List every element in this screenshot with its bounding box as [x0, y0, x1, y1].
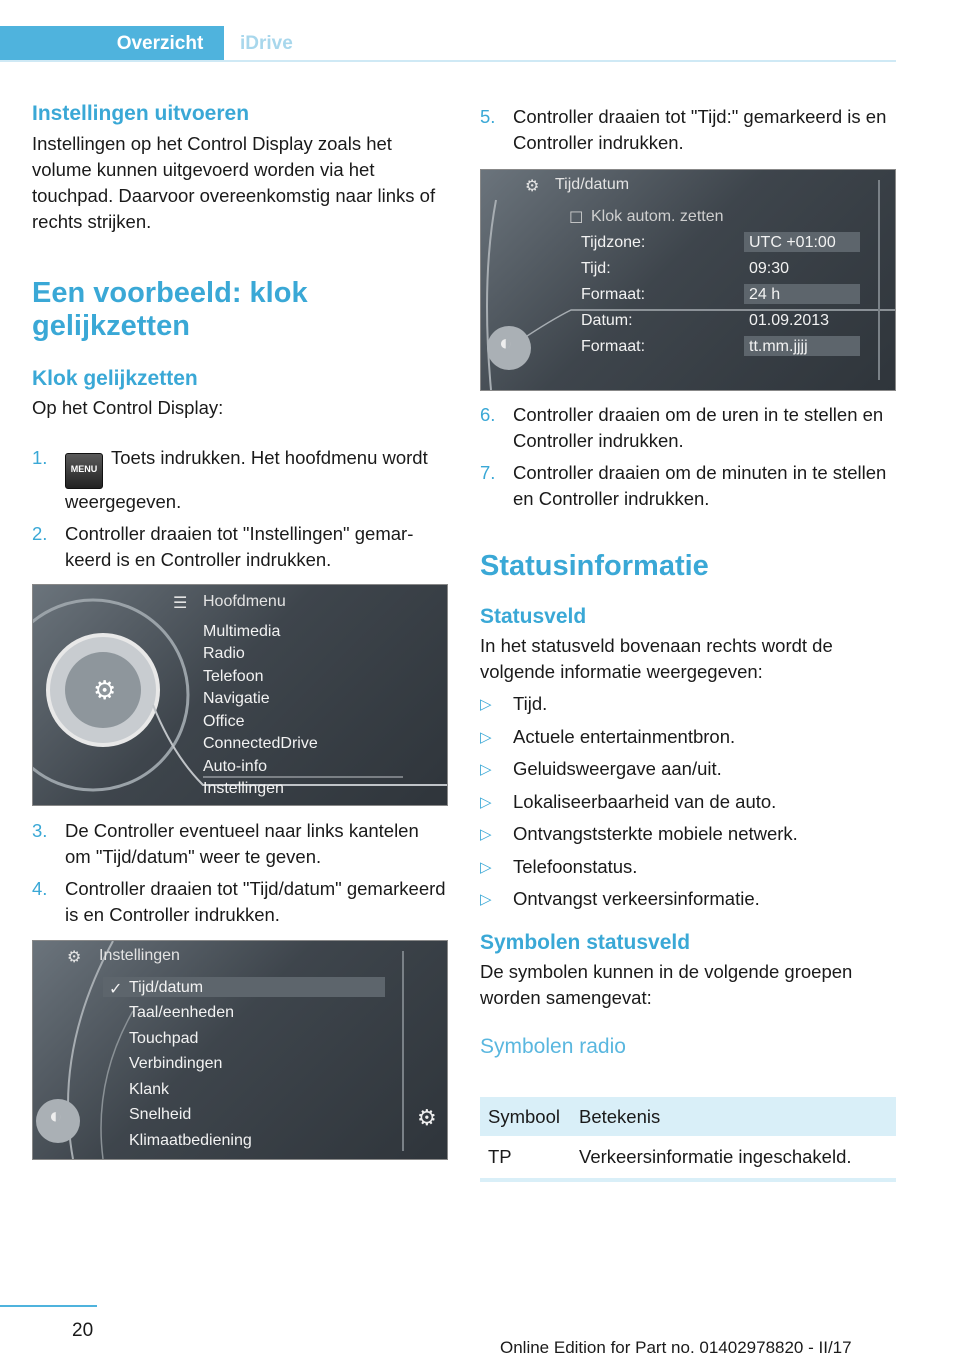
menu-item: Snelheid — [129, 1106, 192, 1123]
checkbox-label: Klok autom. zetten — [591, 208, 724, 225]
bullet-icon: ▷ — [480, 696, 492, 714]
list-item — [480, 724, 896, 757]
settings-icon: ⚙ — [525, 178, 540, 195]
field-value: 09:30 — [749, 260, 790, 277]
gear-icon: ⚙ — [67, 949, 82, 966]
menu-item-selected: Instellingen — [203, 780, 284, 797]
gear-icon: ⚙ — [93, 675, 117, 705]
bullet-list — [480, 691, 896, 919]
step-text: Controller draaien om de uren in te stellen en Controller indrukken. — [513, 404, 884, 451]
screenshot-time-date — [480, 169, 896, 391]
screen-title: Instellingen — [99, 947, 180, 964]
column-header-symbool: Symbool — [488, 1105, 560, 1127]
step-5 — [480, 104, 896, 156]
controller-graphic — [33, 941, 447, 1159]
step-2 — [32, 521, 448, 573]
field-label: Formaat: — [581, 286, 646, 303]
list-item — [480, 756, 896, 789]
step-number: 1. — [32, 447, 48, 469]
field-value: UTC +01:00 — [749, 234, 836, 251]
rotate-icon: ◐ — [499, 330, 513, 355]
step-text: Controller draaien tot "Instellingen" gemarkeerd is en Controller indrukken. — [65, 523, 414, 571]
bullet-text: Geluidsweergave aan/uit. — [513, 758, 722, 780]
bullet-text: Telefoonstatus. — [513, 855, 638, 877]
list-item — [480, 854, 896, 887]
step-number: 4. — [32, 878, 48, 899]
bullet-icon: ▷ — [480, 761, 492, 779]
step-text: Controller draaien om de minuten in te stellen en Controller indrukken. — [513, 462, 887, 509]
heading-symbolen-statusveld: Symbolen statusveld — [480, 930, 691, 954]
footer-divider — [0, 1305, 97, 1307]
table-header — [480, 1097, 896, 1136]
left-steps-lower — [32, 818, 448, 928]
menu-item: Klank — [129, 1081, 170, 1098]
field-label: Tijd: — [581, 260, 611, 277]
symbols-table — [480, 1097, 896, 1182]
step-7 — [480, 460, 896, 512]
right-content — [480, 402, 896, 1060]
step-1 — [32, 445, 448, 515]
gear-icon: ⚙ — [417, 1105, 437, 1130]
table-cell: TP — [488, 1146, 512, 1167]
field-label: Tijdzone: — [581, 234, 646, 251]
screenshot-settings — [32, 940, 448, 1160]
menu-item: Navigatie — [203, 690, 270, 707]
bullet-text: Ontvangststerkte mobiele netwerk. — [513, 823, 798, 845]
edition-note: Online Edition for Part no. 01402978820 - II/17 — [500, 1338, 852, 1357]
paragraph-settings: Instellingen op het Control Display zoals het volume kunnen uitgevoerd worden via het touchpad. Daarvoor overeenkomstig naar links of rechts strijken. — [32, 133, 436, 233]
menu-item: Auto-info — [203, 758, 268, 775]
step-number: 3. — [32, 820, 48, 841]
tab-overzicht[interactable]: Overzicht — [0, 26, 224, 62]
paragraph-display: Op het Control Display: — [32, 397, 224, 419]
controller-graphic — [481, 170, 895, 390]
heading-statusveld: Statusveld — [480, 604, 587, 628]
left-column — [32, 100, 448, 573]
step-number: 7. — [480, 462, 496, 483]
screenshot-main-menu — [32, 584, 448, 806]
bullet-text: Actuele entertainmentbron. — [513, 725, 736, 747]
list-item — [480, 691, 896, 724]
step-text: Toets indrukken. Het hoofdmenu wordt weergegeven. — [65, 447, 428, 513]
table-cell: Verkeersinformatie ingeschakeld. — [579, 1146, 852, 1167]
step-number: 6. — [480, 404, 496, 425]
list-item — [480, 789, 896, 822]
bullet-text: Lokaliseerbaarheid van de auto. — [513, 790, 777, 812]
menu-item: ConnectedDrive — [203, 735, 318, 752]
bullet-icon: ▷ — [480, 858, 492, 876]
rotate-icon: ◐ — [49, 1103, 63, 1128]
step-text: De Controller eventueel naar links kantelen om "Tijd/datum" weer te geven. — [65, 820, 419, 867]
bullet-icon: ▷ — [480, 793, 492, 811]
field-value: 24 h — [749, 286, 781, 303]
menu-item-selected: Tijd/datum — [129, 979, 204, 996]
check-icon: ✓ — [109, 981, 123, 998]
heading-settings: Instellingen uitvoeren — [32, 102, 250, 125]
menu-item: Telefoon — [203, 668, 264, 685]
list-item — [480, 886, 896, 919]
bullet-text: Tijd. — [513, 693, 548, 715]
right-steps-upper — [480, 104, 896, 156]
menu-item: Klimaatbediening — [129, 1132, 252, 1149]
heading-statusinformatie: Statusinformatie — [480, 550, 709, 582]
paragraph-statusveld: In het statusveld bovenaan rechts wordt de volgende informatie weergegeven: — [480, 635, 833, 683]
heading-clock: Klok gelijkzetten — [32, 366, 198, 390]
tab-idrive[interactable]: iDrive — [240, 33, 293, 54]
step-number: 5. — [480, 106, 496, 127]
page-number: 20 — [72, 1320, 94, 1341]
menu-item: Multimedia — [203, 623, 281, 640]
menu-button-icon: MENU — [65, 453, 103, 489]
field-value: tt.mm.jjjj — [749, 338, 808, 355]
step-number: 2. — [32, 523, 48, 545]
heading-example: Een voorbeeld: klok gelijkzetten — [32, 277, 308, 343]
column-header-betekenis: Betekenis — [579, 1105, 661, 1127]
menu-item: Touchpad — [129, 1030, 199, 1047]
step-6 — [480, 402, 896, 454]
step-3 — [32, 818, 448, 870]
screen-title: Tijd/datum — [555, 176, 630, 193]
field-label: Formaat: — [581, 338, 646, 355]
list-item — [480, 821, 896, 854]
heading-symbolen-radio: Symbolen radio — [480, 1034, 626, 1058]
menu-item: Office — [203, 713, 245, 730]
menu-item: Verbindingen — [129, 1055, 223, 1072]
paragraph-symbols: De symbolen kunnen in de volgende groepen worden samengevat: — [480, 960, 853, 1008]
step-text: Controller draaien tot "Tijd:" gemarkeerd is en Controller indrukken. — [513, 106, 887, 153]
step-4 — [32, 876, 448, 928]
menu-item: Radio — [203, 645, 245, 662]
list-icon: ☰ — [173, 595, 188, 612]
table-row — [480, 1136, 896, 1182]
checkbox-icon: ☐ — [569, 210, 584, 227]
field-value: 01.09.2013 — [749, 312, 830, 329]
bullet-icon: ▷ — [480, 891, 492, 909]
menu-item: Taal/eenheden — [129, 1004, 234, 1021]
header-divider — [0, 60, 896, 62]
bullet-icon: ▷ — [480, 826, 492, 844]
field-label: Datum: — [581, 312, 633, 329]
step-text: Controller draaien tot "Tijd/datum" gemarkeerd is en Controller indrukken. — [65, 878, 446, 925]
screen-title: Hoofdmenu — [203, 593, 286, 610]
bullet-text: Ontvangst verkeersinformatie. — [513, 888, 760, 910]
bullet-icon: ▷ — [480, 728, 492, 746]
